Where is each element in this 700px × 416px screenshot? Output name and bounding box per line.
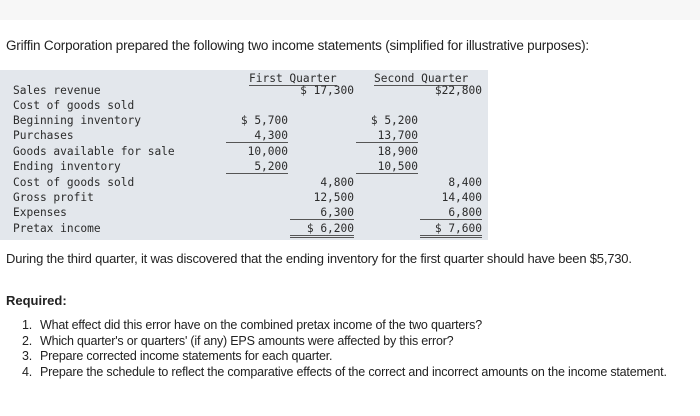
header-first-quarter: First Quarter: [249, 72, 337, 85]
label-gross-profit: Gross profit: [13, 191, 94, 204]
q2-goods-available: 18,900: [377, 145, 418, 158]
question-number: 3.: [22, 349, 33, 363]
q1-goods-available: 10,000: [247, 145, 288, 158]
intro-text: Griffin Corporation prepared the following two income statements (simplified for illustrative purposes):: [6, 38, 589, 53]
question-text: Prepare corrected income statements for each quarter.: [40, 349, 333, 363]
required-heading: Required:: [6, 293, 67, 308]
label-beginning-inventory: Beginning inventory: [13, 114, 141, 127]
q2-gross-profit: 14,400: [441, 191, 482, 204]
q2-cost-of-goods-sold: 8,400: [448, 176, 482, 189]
label-pretax-income: Pretax income: [13, 222, 101, 235]
q2-beginning-inventory: $ 5,200: [370, 114, 418, 127]
top-bar: [0, 0, 700, 20]
q2-sales-revenue: $22,800: [434, 84, 482, 97]
label-sales-revenue: Sales revenue: [13, 84, 101, 97]
q1-beginning-inventory: $ 5,700: [240, 114, 288, 127]
label-purchases: Purchases: [13, 129, 74, 142]
question-item: [22, 365, 700, 381]
label-cost-of-goods-sold: Cost of goods sold: [13, 176, 135, 189]
question-text: Prepare the schedule to reflect the comparative effects of the correct and incorrect amounts on the income statement.: [40, 364, 667, 379]
question-list: [22, 318, 700, 380]
question-text: Which quarter's or quarters' (if any) EPS amounts were affected by this error?: [40, 333, 454, 348]
q1-expenses: 6,300: [290, 207, 354, 220]
q1-gross-profit: 12,500: [313, 191, 354, 204]
q1-purchases: 4,300: [226, 130, 288, 143]
question-item: [22, 318, 700, 334]
discovery-text: During the third quarter, it was discovered that the ending inventory for the first quarter should have been $5,730.: [6, 251, 632, 266]
q1-sales-revenue: $ 17,300: [300, 84, 354, 97]
question-number: 2.: [22, 333, 33, 348]
q2-pretax-income: $ 7,600: [420, 223, 482, 238]
q1-cost-of-goods-sold: 4,800: [320, 176, 354, 189]
label-cost-of-goods-sold-heading: Cost of goods sold: [13, 99, 135, 112]
q2-purchases: 13,700: [356, 130, 418, 143]
income-statement-table: [0, 70, 488, 240]
question-number: 4.: [22, 364, 33, 379]
q2-expenses: 6,800: [420, 207, 482, 220]
header-second-quarter: Second Quarter: [374, 72, 469, 85]
q2-ending-inventory: 10,500: [356, 161, 418, 174]
label-expenses: Expenses: [13, 206, 67, 219]
question-item: [22, 334, 700, 350]
q1-pretax-income: $ 6,200: [290, 223, 354, 238]
question-item: [22, 349, 700, 365]
q1-ending-inventory: 5,200: [226, 161, 288, 174]
question-number: 1.: [22, 318, 33, 332]
question-text: What effect did this error have on the combined pretax income of the two quarters?: [40, 318, 482, 332]
label-ending-inventory: Ending inventory: [13, 160, 121, 173]
label-goods-available: Goods available for sale: [13, 145, 175, 158]
